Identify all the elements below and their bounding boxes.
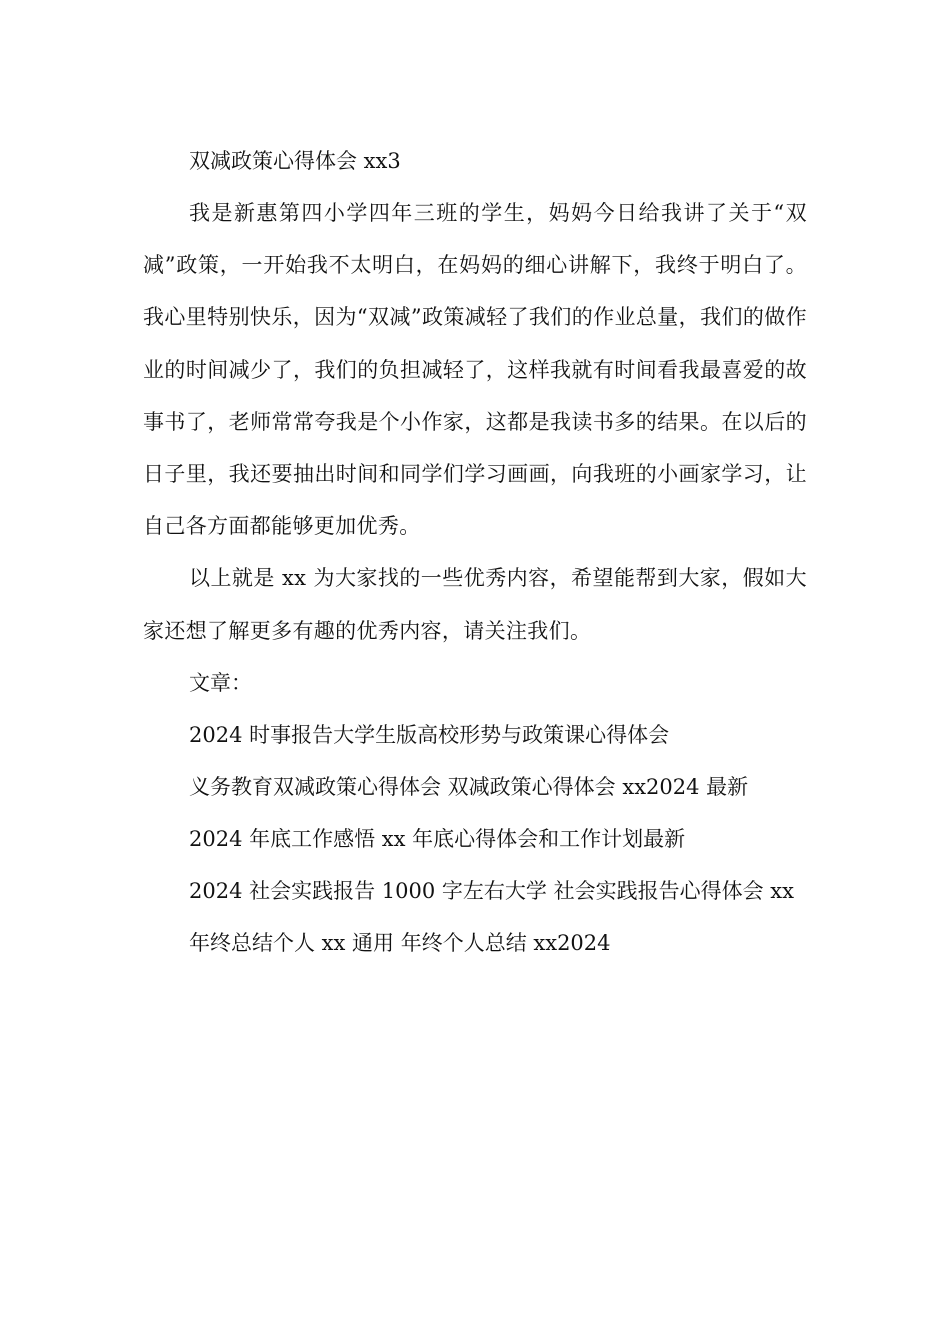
articles-label: 文章： — [189, 670, 252, 695]
document-content — [143, 135, 807, 969]
article-link[interactable]: 年终总结个人 xx 通用 年终个人总结 xx2024 — [189, 930, 611, 955]
document-title: 双减政策心得体会 xx3 — [189, 149, 401, 173]
article-link[interactable]: 2024 社会实践报告 1000 字左右大学 社会实践报告心得体会 xx — [189, 878, 794, 903]
article-link[interactable]: 2024 年底工作感悟 xx 年底心得体会和工作计划最新 — [189, 826, 686, 851]
body-paragraph: 我是新惠第四小学四年三班的学生，妈妈今日给我讲了关于“双减”政策，一开始我不太明白，在妈妈的细心讲解下，我终于明白了。我心里特别快乐，因为“双减”政策减轻了我们的作业总量，我们的做作业的时间减少了，我们的负担减轻了，这样我就有时间看我最喜爱的故事书了，老师常常夸我是个小作家，这都是我读书多的结果。在以后的日子里，我还要抽出时间和同学们学习画画，向我班的小画家学习，让自己各方面都能够更加优秀。 — [143, 201, 807, 539]
closing-paragraph: 以上就是 xx 为大家找的一些优秀内容，希望能帮到大家，假如大家还想了解更多有趣的优秀内容，请关注我们。 — [143, 566, 807, 643]
article-link[interactable]: 2024 时事报告大学生版高校形势与政策课心得体会 — [189, 722, 670, 747]
article-link[interactable]: 义务教育双减政策心得体会 双减政策心得体会 xx2024 最新 — [189, 774, 749, 799]
